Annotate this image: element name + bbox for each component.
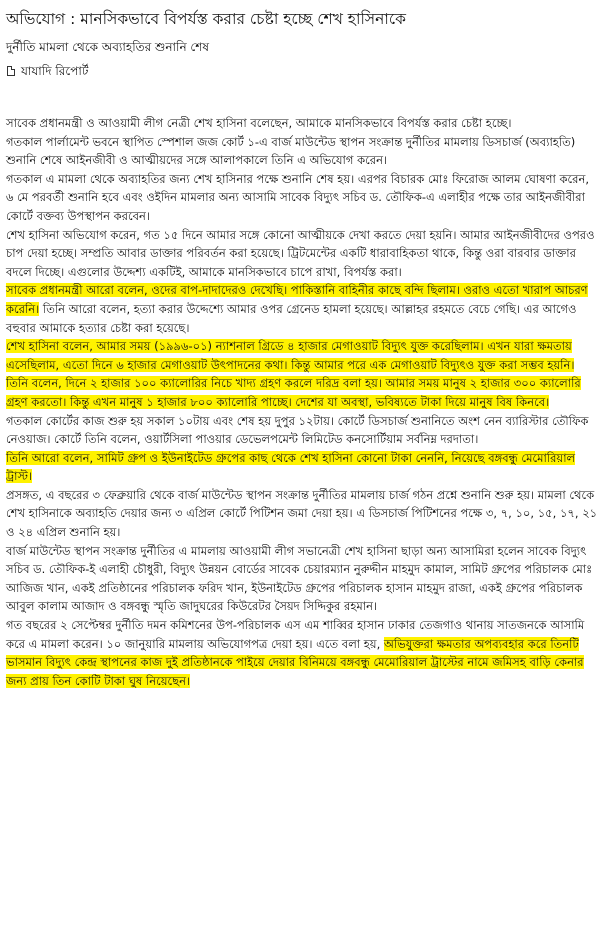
paragraph-text: গতকাল কোর্টের কাজ শুরু হয় সকাল ১০টায় এবং শেষ হয় দুপুর ১২টায়। কোর্টে ডিসচার্জ শুনানিতে অংশ নেন ব্যারিস্টার তৌফিক নেওয়াজ। কোর্টে তিনি বলেন, ওয়ার্টসিলা পাওয়ার ডেভেলপমেন্ট লিমিটেড কনসোর্টিয়াম সর্বনিম্ন দরদাতা। [6, 413, 589, 447]
paragraph-text: তিনি আরো বলেন, হত্যা করার উদ্দেশ্যে আমার ওপর গ্রেনেড হামলা হয়েছে। আল্লাহর রহমতে বেচে গেছি। এর আগেও বহুবার আমাকে হত্যার চেষ্টা করা হয়েছে। [6, 301, 577, 335]
body-paragraph [6, 114, 599, 133]
paragraph-text: গতকাল এ মামলা থেকে অব্যাহতির জন্য শেখ হাসিনার পক্ষে শুনানি শেষ হয়। এরপর বিচারক মোঃ ফিরোজ আলম ঘোষণা করেন, ৬ মে পরবর্তী শুনানি হবে এবং ওইদিন মামলার অন্য আসামি সাবেক বিদ্যুৎ সচিব ড. তৌফিক-এ এলাহীর পক্ষে তার আইনজীবীরা কোর্টে বক্তব্য উপস্থাপন করবেন। [6, 171, 590, 223]
body-paragraph [6, 486, 599, 542]
body-paragraph [6, 226, 599, 282]
highlighted-text: তিনি আরো বলেন, সামিট গ্রুপ ও ইউনাইটেড গ্রুপের কাছ থেকে শেখ হাসিনা কোনো টাকা নেননি, নিয়েছে বঙ্গবন্ধু মেমোরিয়াল ট্রাস্ট। [6, 450, 576, 484]
body-paragraph [6, 542, 599, 616]
highlighted-text: তিনি বলেন, দিনে ২ হাজার ১০০ ক্যালোরির নিচে খাদ্য গ্রহণ করলে দরিদ্র বলা হয়। আমার সময় মানুষ ২ হাজার ৩০০ ক্যালোরি গ্রহণ করতো। কিন্তু এখন মানুষ ১ হাজার ৮০০ ক্যালোরি পাচ্ছে। দেশের যা অবস্থা, ভবিষ্যতে টাকা দিয়ে মানুষ বিষ কিনবে। [6, 376, 581, 409]
article-subtitle: দুর্নীতি মামলা থেকে অব্যাহতির শুনানি শেষ [6, 40, 210, 54]
byline-text: যাযাদি রিপোর্ট [21, 64, 89, 78]
article-title: অভিযোগ : মানসিকভাবে বিপর্যস্ত করার চেষ্টা হচ্ছে শেখ হাসিনাকে [6, 10, 406, 28]
body-paragraph [6, 449, 599, 486]
paragraph-text: শেখ হাসিনা অভিযোগ করেন, গত ১৫ দিনে আমার সঙ্গে কোনো আত্মীয়কে দেখা করতে দেয়া হয়নি। আমার আইনজীবীদের ওপরও চাপ দেয়া হচ্ছে। সম্প্রতি আবার ডাক্তার পরিবর্তন করা হয়েছে। ট্রিটমেন্টের একটি ধারাবাহিকতা থাকে, কিন্তু ওরা বারবার ডাক্তার বদলে দিচ্ছে। এগুলোর উদ্দেশ্য একটিই, আমাকে মানসিকভাবে চাপে রাখা, বিপর্যস্ত করা। [6, 227, 595, 279]
paragraph-text: বার্জ মাউন্টেড স্থাপন সংক্রান্ত দুর্নীতির এ মামলায় আওয়ামী লীগ সভানেত্রী শেখ হাসিনা ছাড়া অন্য আসামিরা হলেন সাবেক বিদ্যুৎ সচিব ড. তৌফিক-ই এলাহী চৌধুরী, বিদ্যুৎ উন্নয়ন বোর্ডের সাবেক চেয়ারম্যান নুরুদ্দীন মাহমুদ কামাল, সামিট গ্রুপের পরিচালক মোঃ আজিজ খান, একই প্রতিষ্ঠানের পরিচালক ফরিদ খান, ইউনাইটেড গ্রুপের পরিচালক হাসান মাহমুদ রাজা, একই গ্রুপের পরিচালক আবুল কালাম আজাদ ও বঙ্গবন্ধু স্মৃতি জাদুঘরের কিউরেটর সৈয়দ সিদ্দিকুর রহমান। [6, 543, 593, 614]
paragraph-text: গতকাল পার্লামেন্ট ভবনে স্থাপিত স্পেশাল জজ কোর্ট ১-এ বার্জ মাউন্টেড স্থাপন সংক্রান্ত দুর্নীতির মামলায় ডিসচার্জ (অব্যাহতি) শুনানি শেষে আইনজীবী ও আত্মীয়দের সঙ্গে আলাপকালে তিনি এ অভিযোগ করেন। [6, 134, 576, 168]
body-paragraph [6, 133, 599, 170]
body-paragraph [6, 374, 599, 411]
body-paragraph [6, 170, 599, 226]
body-paragraph [6, 337, 599, 374]
paragraph-text: প্রসঙ্গত, এ বছরের ৩ ফেব্রুয়ারি থেকে বার্জ মাউন্টেড স্থাপন সংক্রান্ত দুর্নীতির মামলায় চার্জ গঠন প্রশ্নে শুনানি শুরু হয়। মামলা থেকে শেখ হাসিনাকে অব্যাহতি দেয়ার জন্য ৩ এপ্রিল কোর্টে পিটিশন জমা দেয়া হয়। এ ডিসচার্জ পিটিশনের পক্ষে ৩, ৭, ১০, ১৫, ১৭, ২১ ও ২৪ এপ্রিল শুনানি হয়। [6, 487, 598, 540]
paragraph-text: গত বছরের ২ সেপ্টেম্বর দুর্নীতি দমন কমিশনের উপ-পরিচালক এস এম শাব্বির হাসান ঢাকার তেজগাও থানায় সাতজনকে আসামি করে এ মামলা করেন। ১০ জানুয়ারি মামলায় অভিযোগপত্র দেয়া হয়। এতে বলা হয়, [6, 618, 585, 651]
document-icon [7, 66, 15, 76]
body-paragraph [6, 281, 599, 337]
body-paragraph [6, 412, 599, 449]
paragraph-text: সাবেক প্রধানমন্ত্রী ও আওয়ামী লীগ নেত্রী শেখ হাসিনা বলেছেন, আমাকে মানসিকভাবে বিপর্যস্ত করার চেষ্টা হচ্ছে। [6, 116, 512, 130]
body-paragraph [6, 616, 599, 690]
article-body [6, 114, 599, 690]
highlighted-text: শেখ হাসিনা বলেন, আমার সময় (১৯৯৬-০১) ন্যাশনাল গ্রিডে ৪ হাজার মেগাওয়াট বিদ্যুৎ যুক্ত করেছিলাম। এখন যারা ক্ষমতায় এসেছিলাম, এতো দিনে ৬ হাজার মেগাওয়াট উৎপাদনের কথা। কিন্তু আমার পরে এক মেগাওয়াট বিদ্যুৎও যুক্ত করা সম্ভব হয়নি। [6, 339, 575, 372]
highlighted-text: অভিযুক্তরা ক্ষমতার অপব্যবহার করে তিনটি ভাসমান বিদ্যুৎ কেন্দ্র স্থাপনের কাজ দুই প্রতিষ্ঠানকে পাইয়ে দেয়ার বিনিময়ে বঙ্গবন্ধু মেমোরিয়াল ট্রাস্টের নামে জমিসহ বাড়ি কেনার জন্য প্রায় তিন কোটি টাকা ঘুষ নিয়েছেন। [6, 636, 584, 688]
highlighted-text: সাবেক প্রধানমন্ত্রী আরো বলেন, ওদের বাপ-দাদাদেরও দেখেছি। পাকিস্তানি বাহিনীর কাছে বন্দি ছিলাম। ওরাও এতো খারাপ আচরণ করেনি। [6, 283, 588, 316]
byline [6, 62, 599, 80]
